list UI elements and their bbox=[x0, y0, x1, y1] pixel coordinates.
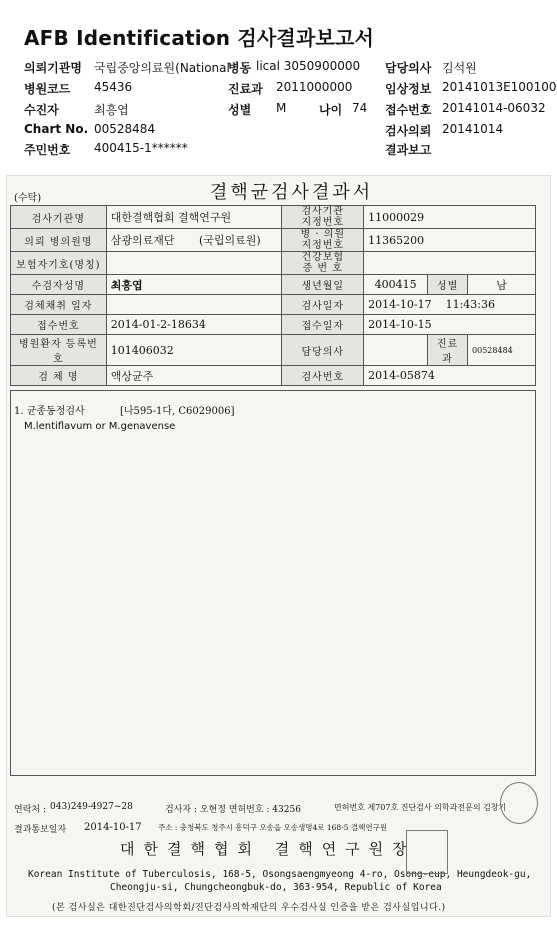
receipt-date-label: 접수일자 bbox=[282, 315, 364, 335]
table-row bbox=[11, 366, 536, 386]
scan-doctor-value bbox=[364, 335, 428, 366]
insurance-no-label: 건강보험 증 번 호 bbox=[282, 252, 364, 275]
receipt-mark: (수탁) bbox=[14, 193, 42, 204]
table-row bbox=[11, 275, 536, 295]
sex-label: 성별 bbox=[228, 103, 252, 117]
report-info-table bbox=[10, 205, 536, 386]
examinee-label: 수검자성명 bbox=[11, 275, 107, 295]
receipt-date-value: 2014-10-15 bbox=[364, 315, 536, 335]
report-title: AFB Identification 검사결과보고서 bbox=[24, 26, 375, 50]
referring-hospital-label: 의뢰 병의원명 bbox=[11, 229, 107, 252]
insurance-no-value bbox=[364, 252, 536, 275]
department-value: 2011000000 bbox=[276, 80, 353, 94]
address: 주소 : 충청북도 청주시 흥덕구 오송읍 오송생명4로 168-5 결핵연구원 bbox=[158, 823, 388, 832]
age-value: 74 bbox=[352, 101, 368, 115]
department-label: 진료과 bbox=[228, 82, 263, 96]
hospital-id-value: 11365200 bbox=[364, 229, 536, 252]
scan-accession-value: 2014-01-2-18634 bbox=[106, 315, 282, 335]
scan-department-value: 00528484 bbox=[468, 335, 536, 366]
result-box bbox=[10, 390, 536, 776]
result-item: 1. 균종동정검사 bbox=[14, 406, 85, 417]
round-seal-icon bbox=[500, 782, 538, 824]
report-date-caption: 결과통보일자 bbox=[14, 825, 67, 835]
lab-id-value: 11000029 bbox=[364, 206, 536, 229]
birthdate-value: 400415 bbox=[364, 275, 428, 295]
accession-value: 20141014-06032 bbox=[442, 101, 546, 115]
institute-address-en-2: Cheongju-si, Chungcheongbuk-do, 363-954, Republic of Korea bbox=[110, 882, 442, 893]
lab-name-label: 검사기관명 bbox=[11, 206, 107, 229]
patient-value: 최흥엽 bbox=[94, 103, 129, 117]
age-label: 나이 bbox=[319, 103, 343, 117]
collection-date-label: 검체채취 일자 bbox=[11, 295, 107, 315]
hospital-code-label: 병원코드 bbox=[24, 82, 71, 96]
square-seal-icon bbox=[406, 830, 448, 874]
scan-sex-label: 성별 bbox=[428, 275, 468, 295]
test-no-value: 2014-05874 bbox=[364, 366, 536, 386]
insurer-label: 보험자기호(명칭) bbox=[11, 252, 107, 275]
result-value: M.lentiflavum or M.genavense bbox=[24, 421, 176, 432]
scan-document-title: 결핵균검사결과서 bbox=[210, 182, 374, 203]
hospital-code-value: 45436 bbox=[94, 80, 133, 94]
report-date-scan: 2014-10-17 bbox=[84, 822, 142, 833]
table-row bbox=[11, 252, 536, 275]
patient-reg-label: 병원환자 등록번호 bbox=[11, 335, 107, 366]
scan-doctor-label: 담당의사 bbox=[282, 335, 364, 366]
lab-name-value: 대한결핵협회 결핵연구원 bbox=[106, 206, 282, 229]
referring-hospital-value: 삼광의료재단 (국립의료원) bbox=[106, 229, 282, 252]
scan-sex-value: 남 bbox=[468, 275, 536, 295]
report-date-label: 결과보고 bbox=[385, 143, 432, 157]
table-row bbox=[11, 335, 536, 366]
table-row bbox=[11, 206, 536, 229]
sex-value: M bbox=[276, 101, 287, 115]
chart-no-label: Chart No. bbox=[24, 122, 89, 136]
collection-date-value bbox=[106, 295, 282, 315]
table-row bbox=[11, 315, 536, 335]
doctor-info: 면허번호 제707호 진단검사 의학과전문의 김창기 bbox=[334, 803, 507, 812]
certification-note: (본 검사실은 대한진단검사의학회/진단검사의학재단의 우수검사실 인증을 받은 검사실입니다.) bbox=[52, 903, 446, 913]
result-code: [나595-1다, C6029006] bbox=[120, 406, 235, 417]
institute-address-en-1: Korean Institute of Tuberculosis, 168-5, Osongsaengmyeong 4-ro, Osong-eup, Heungdeok-gu, bbox=[28, 869, 532, 880]
resident-no-label: 주민번호 bbox=[24, 143, 71, 157]
ward-value: lical 3050900000 bbox=[256, 59, 361, 73]
clinical-info-value: 20141013E100100 bbox=[442, 80, 557, 94]
examinee-value: 최흥엽 bbox=[106, 275, 282, 295]
ward-label: 병동 bbox=[228, 61, 252, 75]
doctor-value: 김석원 bbox=[442, 61, 477, 75]
request-date-label: 검사의뢰 bbox=[385, 124, 432, 138]
test-date-label: 검사일자 bbox=[282, 295, 364, 315]
scan-department-label: 진료과 bbox=[428, 335, 468, 366]
specimen-value: 액상균주 bbox=[106, 366, 282, 386]
chart-no-value: 00528484 bbox=[94, 122, 156, 136]
lab-id-label: 검사기관 지정번호 bbox=[282, 206, 364, 229]
table-row bbox=[11, 229, 536, 252]
agency-label: 의뢰기관명 bbox=[24, 61, 82, 75]
scan-accession-label: 접수번호 bbox=[11, 315, 107, 335]
patient-label: 수진자 bbox=[24, 103, 59, 117]
agency-value: 국립중앙의료원(National bbox=[94, 61, 230, 75]
test-no-label: 검사번호 bbox=[282, 366, 364, 386]
resident-no-value: 400415-1****** bbox=[94, 141, 188, 155]
birthdate-label: 생년월일 bbox=[282, 275, 364, 295]
doctor-label: 담당의사 bbox=[385, 61, 432, 75]
specimen-label: 검 체 명 bbox=[11, 366, 107, 386]
contact-value: 043)249-4927~28 bbox=[50, 802, 133, 812]
clinical-info-label: 임상정보 bbox=[385, 82, 432, 96]
contact-label: 연락처 : bbox=[14, 805, 46, 815]
test-date-value: 2014-10-17 11:43:36 bbox=[364, 295, 536, 315]
patient-reg-value: 101406032 bbox=[106, 335, 282, 366]
examiner-info: 검사자 : 오현정 면허번호 : 43256 bbox=[165, 805, 301, 815]
table-row bbox=[11, 295, 536, 315]
accession-label: 접수번호 bbox=[385, 103, 432, 117]
institute-name-kr: 대한결핵협회 결핵연구원장 bbox=[120, 840, 416, 858]
request-date-value: 20141014 bbox=[442, 122, 504, 136]
insurer-value bbox=[106, 252, 282, 275]
hospital-id-label: 병 · 의원 지정번호 bbox=[282, 229, 364, 252]
